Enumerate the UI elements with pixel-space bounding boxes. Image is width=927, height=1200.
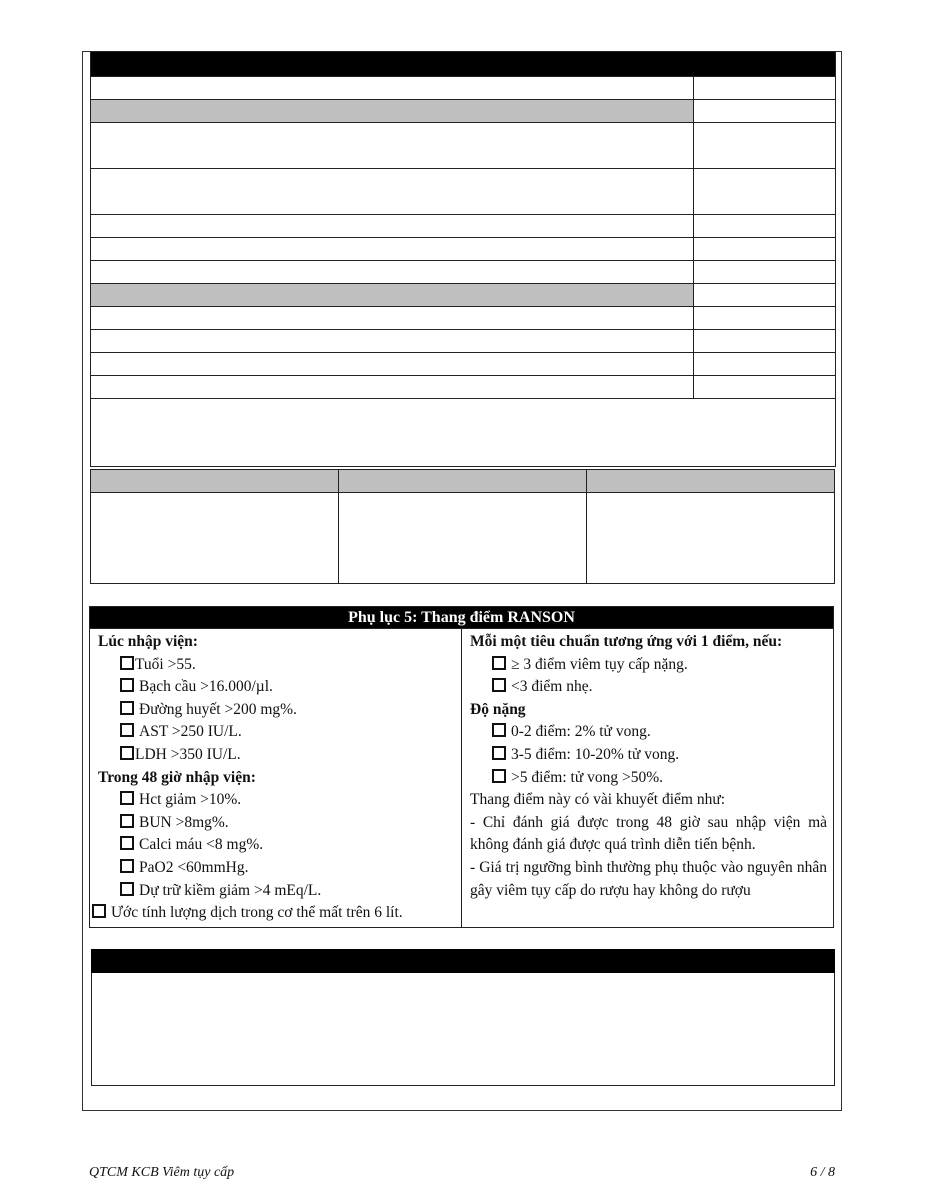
form-cell [91, 215, 694, 238]
footer-page-number: 6 / 8 [810, 1165, 835, 1180]
note-limitation-2: - Giá trị ngưỡng bình thường phụ thuộc vào nguyên nhân gây viêm tụy cấp do rượu hay không do rượu [470, 858, 827, 899]
criterion-label: Hct giảm >10%. [139, 791, 242, 809]
ranson-right-column [462, 629, 834, 928]
notes-intro: Thang điểm này có vài khuyết điểm như: [470, 791, 726, 809]
scoring-label: <3 điểm nhẹ. [511, 678, 593, 696]
within48-heading: Trong 48 giờ nhập viện: [98, 768, 256, 786]
note-limitation-1: - Chỉ đánh giá được trong 48 giờ sau nhập viện mà không đánh giá được quá trình diễn tiến bệnh. [470, 813, 827, 854]
form-cell [694, 307, 836, 330]
form-cell [694, 169, 836, 215]
severity-item [470, 721, 827, 744]
criterion-item [92, 902, 461, 925]
blank-form-table [90, 51, 836, 467]
severity-item [470, 767, 827, 790]
form-cell [694, 353, 836, 376]
criterion-item [98, 789, 461, 812]
severity-label: >5 điểm: tử vong >50%. [511, 768, 664, 786]
form-header-bar [91, 52, 836, 77]
bottom-header-bar [91, 949, 835, 973]
column-header-cell [587, 470, 835, 493]
criterion-label: Tuổi >55. [135, 655, 196, 673]
checkbox-icon[interactable] [120, 791, 134, 805]
form-cell [91, 77, 694, 100]
criterion-label: PaO2 <60mmHg. [139, 858, 249, 876]
criterion-label: Bạch cầu >16.000/µl. [139, 678, 273, 696]
column-header-cell [339, 470, 587, 493]
criterion-item [98, 676, 461, 699]
footer-document-name: QTCM KCB Viêm tụy cấp [89, 1165, 235, 1180]
checkbox-icon[interactable] [120, 814, 134, 828]
checkbox-icon[interactable] [120, 882, 134, 896]
checkbox-icon[interactable] [120, 723, 134, 737]
ranson-table [89, 606, 834, 928]
criterion-label: Ước tính lượng dịch trong cơ thể mất trên 6 lít. [111, 904, 403, 922]
criterion-item [98, 699, 461, 722]
column-header-cell [91, 470, 339, 493]
blank-three-column-table [90, 469, 835, 584]
criterion-label: BUN >8mg%. [139, 813, 229, 831]
appendix-title: Phụ lục 5: Thang điểm RANSON [90, 607, 834, 629]
form-cell [91, 123, 694, 169]
scoring-label: ≥ 3 điểm viêm tụy cấp nặng. [511, 655, 688, 673]
severity-item [470, 744, 827, 767]
checkbox-icon[interactable] [492, 723, 506, 737]
form-cell [694, 123, 836, 169]
criterion-label: Calci máu <8 mg%. [139, 836, 264, 854]
bottom-blank-box [91, 973, 835, 1086]
form-cell [694, 376, 836, 399]
criterion-item [98, 744, 461, 767]
ranson-left-column [90, 629, 462, 928]
admission-heading: Lúc nhập viện: [98, 633, 198, 650]
form-section-row [91, 284, 694, 307]
checkbox-icon[interactable] [120, 678, 134, 692]
checkbox-icon[interactable] [92, 904, 106, 918]
checkbox-icon[interactable] [492, 678, 506, 692]
criterion-item [98, 721, 461, 744]
checkbox-icon[interactable] [120, 656, 134, 670]
form-cell [91, 353, 694, 376]
form-cell [91, 261, 694, 284]
severity-label: 3-5 điểm: 10-20% tử vong. [511, 745, 680, 763]
checkbox-icon[interactable] [120, 701, 134, 715]
criterion-item [98, 812, 461, 835]
criterion-item [98, 834, 461, 857]
criterion-item [98, 857, 461, 880]
form-cell [91, 238, 694, 261]
criterion-label: Dự trữ kiềm giảm >4 mEq/L. [139, 881, 322, 899]
form-cell [694, 77, 836, 100]
form-cell [694, 330, 836, 353]
checkbox-icon[interactable] [492, 769, 506, 783]
column-body-cell [587, 493, 835, 584]
scoring-item [470, 654, 827, 677]
criterion-item [98, 654, 461, 677]
severity-label: 0-2 điểm: 2% tử vong. [511, 723, 651, 741]
form-cell [91, 169, 694, 215]
scoring-heading: Mỗi một tiêu chuẩn tương ứng với 1 điểm, nếu: [470, 633, 783, 650]
severity-heading: Độ nặng [470, 700, 526, 718]
form-cell [694, 284, 836, 307]
scoring-item [470, 676, 827, 699]
criterion-label: AST >250 IU/L. [139, 723, 242, 741]
form-cell [91, 376, 694, 399]
form-cell [694, 261, 836, 284]
criterion-label: LDH >350 IU/L. [135, 745, 241, 763]
checkbox-icon[interactable] [492, 656, 506, 670]
checkbox-icon[interactable] [492, 746, 506, 760]
column-body-cell [339, 493, 587, 584]
form-wide-cell [91, 399, 836, 467]
form-cell [91, 307, 694, 330]
checkbox-icon[interactable] [120, 836, 134, 850]
checkbox-icon[interactable] [120, 746, 134, 760]
form-cell [694, 215, 836, 238]
criterion-label: Đường huyết >200 mg%. [139, 700, 297, 718]
form-cell [694, 238, 836, 261]
form-section-row [91, 100, 694, 123]
column-body-cell [91, 493, 339, 584]
form-cell [694, 100, 836, 123]
checkbox-icon[interactable] [120, 859, 134, 873]
form-cell [91, 330, 694, 353]
criterion-item [98, 880, 461, 903]
